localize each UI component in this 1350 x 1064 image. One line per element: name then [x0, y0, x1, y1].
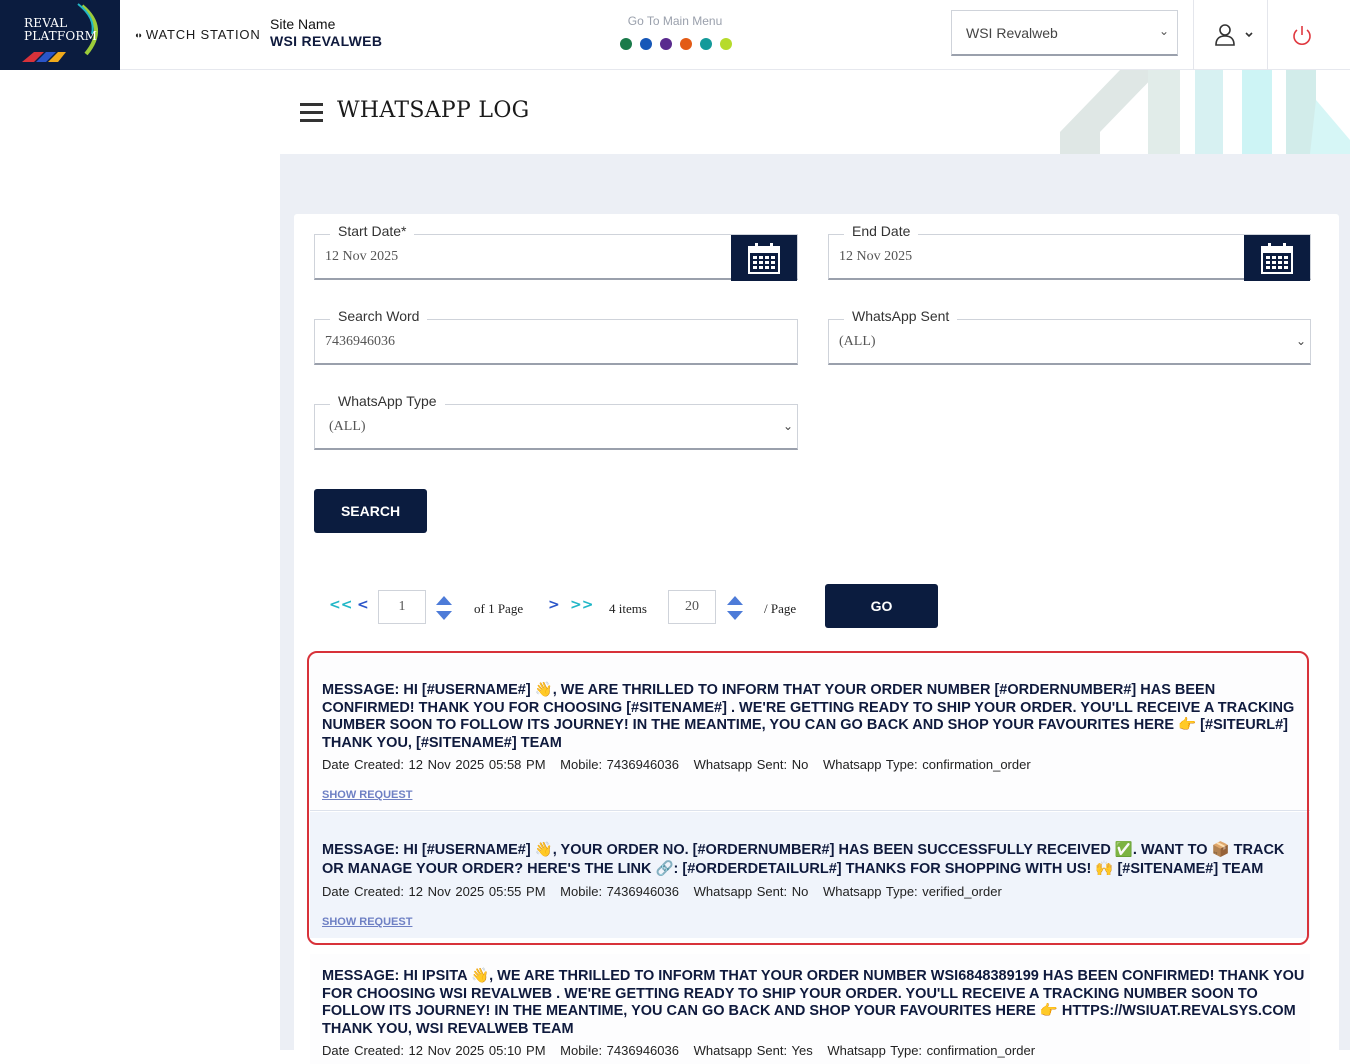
site-select[interactable] — [951, 10, 1178, 56]
whatsapp-sent-label: WhatsApp Sent — [844, 308, 957, 324]
last-page-button[interactable]: >> — [570, 597, 594, 613]
date-created: Date Created: 12 Nov 2025 05:58 PM — [322, 757, 546, 772]
start-date-label: Start Date* — [330, 223, 414, 239]
message-meta — [322, 757, 1307, 772]
main-menu-dots — [620, 38, 732, 50]
mobile-number: Mobile: 7436946036 — [560, 757, 679, 772]
chevron-down-icon: ⌄ — [782, 419, 793, 433]
top-header — [0, 0, 1350, 70]
show-request-link[interactable]: SHOW REQUEST — [322, 789, 413, 801]
mobile-number: Mobile: 7436946036 — [560, 1043, 679, 1058]
brand-name: WATCH STATION — [145, 27, 261, 42]
filter-and-results-card — [294, 214, 1339, 1058]
logo-line-2: PLATFORM — [24, 29, 98, 43]
menu-color-dot[interactable] — [720, 38, 732, 50]
end-date-calendar-button[interactable] — [1244, 235, 1310, 281]
start-date-input[interactable] — [314, 234, 798, 280]
page-number-input[interactable]: 1 — [378, 590, 426, 624]
menu-toggle-icon[interactable] — [300, 103, 323, 123]
message-item — [322, 682, 1307, 802]
brand-mark-icon: ◖◗ — [134, 29, 141, 40]
page-spinner-icon[interactable] — [436, 596, 452, 622]
whatsapp-type-field — [314, 393, 798, 450]
message-text: MESSAGE: HI IPSITA 👋, WE ARE THRILLED TO INFORM THAT YOUR ORDER NUMBER WSI6848389199 HAS BEEN CONFIRMED! THANK YOU FOR CHOOSING WSI REVALWEB . WE'RE GETTING READY TO SHIP YOUR ORDER. YOU'LL RECEIVE A TRACKING NUMBER SOON TO FOLLOW ITS JOURNEY! IN THE MEANTIME, YOU CAN GO BACK AND SHOP YOUR FAVOURITES HERE 👉 HTTPS://WSIUAT.REVALSYS.COM THANK YOU, WSI REVALWEB TEAM — [322, 968, 1305, 1037]
menu-color-dot[interactable] — [660, 38, 672, 50]
user-icon — [1212, 22, 1256, 50]
divider — [1193, 0, 1194, 70]
mobile-number: Mobile: 7436946036 — [560, 884, 679, 899]
divider — [1267, 0, 1268, 70]
user-menu-button[interactable] — [1212, 22, 1256, 50]
menu-color-dot[interactable] — [700, 38, 712, 50]
end-date-input[interactable] — [828, 234, 1311, 280]
whatsapp-sent-value: (ALL) — [839, 334, 876, 349]
per-page-text: / Page — [764, 601, 797, 616]
end-date-field — [828, 223, 1311, 280]
end-date-value: 12 Nov 2025 — [839, 249, 913, 264]
per-page-spinner-icon[interactable] — [727, 596, 743, 622]
main-content — [280, 70, 1350, 1058]
whatsapp-sent-status: Whatsapp Sent: Yes — [693, 1043, 813, 1058]
chevron-down-icon: ⌄ — [1295, 334, 1306, 348]
page-count-text: of 1 Page — [474, 601, 524, 616]
whatsapp-type-label: WhatsApp Type — [330, 393, 445, 409]
logout-button[interactable] — [1290, 24, 1314, 48]
menu-color-dot[interactable] — [680, 38, 692, 50]
message-text: MESSAGE: HI [#USERNAME#] 👋, WE ARE THRILLED TO INFORM THAT YOUR ORDER NUMBER [#ORDERNUMBER#] HAS BEEN CONFIRMED! THANK YOU FOR CHOOSING [#SITENAME#] . WE'RE GETTING READY TO SHIP YOUR ORDER. YOU'LL RECEIVE A TRACKING NUMBER SOON TO FOLLOW ITS JOURNEY! IN THE MEANTIME, YOU CAN GO BACK AND SHOP YOUR FAVOURITES HERE 👉 [#SITEURL#] THANK YOU, [#SITENAME#] TEAM — [322, 682, 1295, 751]
message-meta — [322, 884, 1307, 899]
whatsapp-type: Whatsapp Type: confirmation_order — [827, 1043, 1036, 1058]
show-request-link[interactable]: SHOW REQUEST — [322, 916, 413, 928]
prev-page-button[interactable]: < — [357, 597, 369, 613]
reval-platform-logo[interactable] — [0, 0, 120, 70]
search-word-field — [314, 308, 798, 365]
power-icon — [1290, 24, 1314, 48]
site-name-label: Site Name — [270, 16, 336, 32]
end-date-label: End Date — [844, 223, 918, 239]
message-item — [322, 841, 1307, 929]
search-word-input[interactable] — [314, 319, 798, 365]
whatsapp-type: Whatsapp Type: verified_order — [822, 884, 1002, 899]
whatsapp-sent-status: Whatsapp Sent: No — [693, 884, 809, 899]
message-item — [322, 968, 1307, 1058]
whatsapp-type-select[interactable] — [314, 404, 798, 450]
date-created: Date Created: 12 Nov 2025 05:55 PM — [322, 884, 546, 899]
logo-line-1: REVAL — [24, 16, 68, 30]
first-page-button[interactable]: << — [329, 597, 353, 613]
search-word-value: 7436946036 — [325, 334, 395, 349]
page-title: WHATSAPP LOG — [337, 98, 530, 123]
go-to-main-menu[interactable]: Go To Main Menu — [627, 14, 723, 28]
start-date-value: 12 Nov 2025 — [325, 249, 399, 264]
whatsapp-type-value: (ALL) — [329, 419, 366, 434]
go-button[interactable]: GO — [825, 584, 938, 628]
item-count-text: 4 items — [609, 601, 647, 616]
brand-logo — [134, 27, 261, 42]
message-meta — [322, 1043, 1307, 1058]
whatsapp-sent-field — [828, 308, 1311, 365]
menu-color-dot[interactable] — [620, 38, 632, 50]
page-header — [280, 70, 1350, 154]
site-select-value: WSI Revalweb — [966, 25, 1058, 41]
calendar-icon — [1260, 241, 1294, 275]
message-text: MESSAGE: HI [#USERNAME#] 👋, YOUR ORDER NO. [#ORDERNUMBER#] HAS BEEN SUCCESSFULLY RECEIVED ✅. WANT TO 📦 TRACK OR MANAGE YOUR ORDER? HERE'S THE LINK 🔗: [#ORDERDETAILURL#] THANKS FOR SHOPPING WITH US! 🙌 [#SITENAME#] TEAM — [322, 842, 1285, 877]
whatsapp-type: Whatsapp Type: confirmation_order — [822, 757, 1031, 772]
site-name-value: WSI REVALWEB — [270, 33, 383, 49]
search-button[interactable]: SEARCH — [314, 489, 427, 533]
menu-color-dot[interactable] — [640, 38, 652, 50]
start-date-field — [314, 223, 798, 280]
per-page-input[interactable]: 20 — [668, 590, 716, 624]
next-page-button[interactable]: > — [548, 597, 560, 613]
whatsapp-sent-select[interactable] — [828, 319, 1311, 365]
date-created: Date Created: 12 Nov 2025 05:10 PM — [322, 1043, 546, 1058]
calendar-icon — [747, 241, 781, 275]
start-date-calendar-button[interactable] — [731, 235, 797, 281]
decorative-pattern — [1020, 70, 1350, 154]
chevron-down-icon: ⌄ — [1158, 24, 1169, 38]
search-word-label: Search Word — [330, 308, 427, 324]
whatsapp-sent-status: Whatsapp Sent: No — [693, 757, 809, 772]
